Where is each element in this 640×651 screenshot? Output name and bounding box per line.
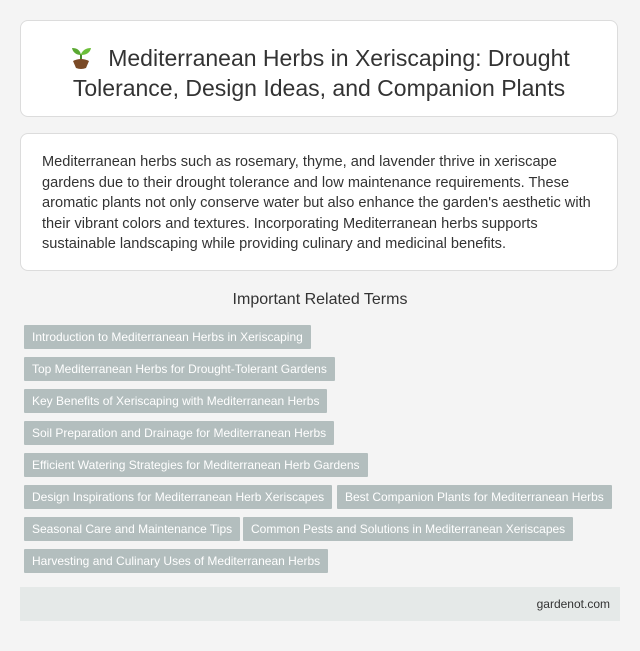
term-tag[interactable]: Seasonal Care and Maintenance Tips	[24, 517, 240, 541]
term-tag[interactable]: Soil Preparation and Drainage for Mediterranean Herbs	[24, 421, 334, 445]
summary-card	[20, 133, 618, 271]
term-tag[interactable]: Introduction to Mediterranean Herbs in Xeriscaping	[24, 325, 311, 349]
seedling-icon	[68, 44, 94, 70]
term-tag[interactable]: Key Benefits of Xeriscaping with Mediterranean Herbs	[24, 389, 327, 413]
summary-text: Mediterranean herbs such as rosemary, thyme, and lavender thrive in xeriscape gardens due to their drought tolerance and low maintenance requirements. These aromatic plants not only conserve water but also enhance the garden's aesthetic with their vibrant colors and textures. Incorporating Mediterranean herbs supports sustainable landscaping while providing culinary and medicinal benefits.	[42, 154, 591, 252]
related-terms-heading: Important Related Terms	[232, 291, 408, 308]
term-tag[interactable]: Best Companion Plants for Mediterranean Herbs	[337, 485, 612, 509]
footer-site-link[interactable]: gardenot.com	[536, 597, 610, 611]
term-tag[interactable]: Efficient Watering Strategies for Mediterranean Herb Gardens	[24, 453, 368, 477]
term-tag[interactable]: Harvesting and Culinary Uses of Mediterranean Herbs	[24, 549, 328, 573]
page-title-text: Mediterranean Herbs in Xeriscaping: Drought Tolerance, Design Ideas, and Companion Plants	[72, 45, 570, 101]
footer	[20, 587, 620, 621]
term-tag[interactable]: Common Pests and Solutions in Mediterranean Xeriscapes	[243, 517, 573, 541]
term-tag[interactable]: Design Inspirations for Mediterranean Herb Xeriscapes	[24, 485, 332, 509]
term-tag[interactable]: Top Mediterranean Herbs for Drought-Tolerant Gardens	[24, 357, 335, 381]
page-title	[21, 43, 617, 103]
title-card	[20, 20, 618, 117]
